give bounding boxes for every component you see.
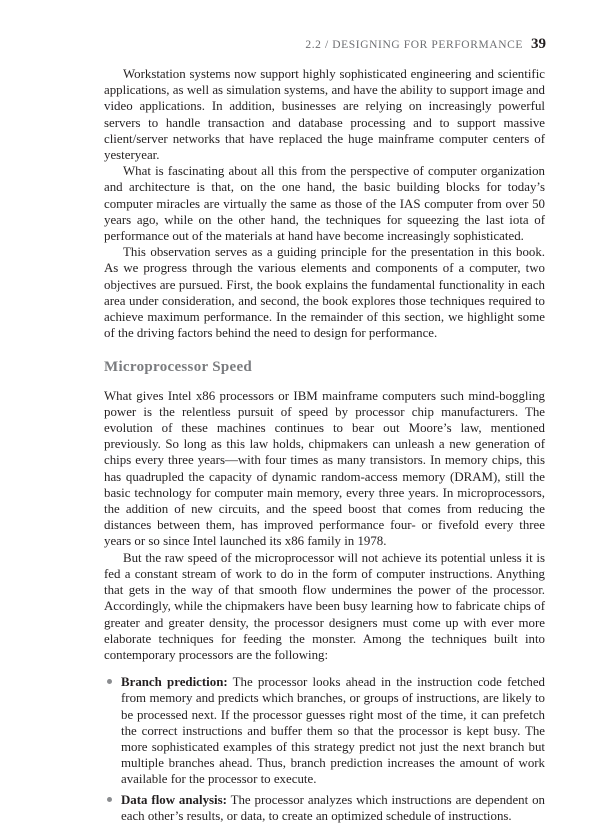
section-heading: Microprocessor Speed [104,359,253,376]
paragraph: What gives Intel x86 processors or IBM mainframe computers such mind-boggling power is the relentless pursuit of speed by processor chip manufacturers. The evolution of these machines continues to bear out Moore’s law, mentioned previously. So long as this law holds, chipmakers can unleash a new generation of chips every three years—with four times as many transistors. In memory chips, this has quadrupled the capacity of dynamic random-access memory (DRAM), still the basic technology for computer main memory, every three years. In microprocessors, the addition of new circuits, and the speed boost that comes from reducing the distances between them, has improved performance four- or fivefold every three years or so since Intel launched its x86 family in 1978. [104,388,545,549]
bullet-list [104,674,545,824]
list-item-text: The processor analyzes which instructions are dependent on each other’s results, or data, to create an optimized schedule of instructions. [121,792,546,823]
list-item-term: Data flow analysis: [121,792,227,807]
paragraph: What is fascinating about all this from the perspective of computer organization and architecture is that, on the one hand, the basic building blocks for today’s computer miracles are virtually the same as those of the IAS computer from over 50 years ago, while on the other hand, the techniques for squeezing the last iota of performance out of the materials at hand have become increasingly sophisticated. [104,164,545,244]
paragraph: But the raw speed of the microprocessor will not achieve its potential unless it is fed a constant stream of work to do in the form of computer instructions. Anything that gets in the way of that smooth flow undermines the power of the processor. Accordingly, while the chipmakers have been busy learning how to fabricate chips of greater and greater density, the processor designers must come up with ever more elaborate techniques for feeding the monster. Among the techniques built into contemporary processors are the following: [104,550,545,662]
bullet-icon [107,679,112,684]
paragraph: Workstation systems now support highly sophisticated engineering and scientific applications, as well as simulation systems, and have the ability to support image and video applications. In addition, businesses are relying on increasingly powerful servers to handle transaction and database processing and to support massive client/server networks that have replaced the huge mainframe computer centers of yesteryear. [104,67,545,163]
running-header [305,36,546,53]
page-number: 39 [531,36,546,52]
list-item [104,674,545,787]
paragraph: This observation serves as a guiding principle for the presentation in this book. As we progress through the various elements and components of a computer, two objectives are pursued. First, the book explains the fundamental functionality in each area under consideration, and second, the book explores those techniques required to achieve maximum performance. In the remainder of this section, we highlight some of the driving factors behind the need to design for performance. [104,245,545,341]
list-item-text: The processor looks ahead in the instruction code fetched from memory and predicts which branches, or groups of instructions, are likely to be processed next. If the processor guesses right most of the time, it can prefetch the correct instructions and buffer them so that the processor is kept busy. The more sophisticated examples of this strategy predict not just the next branch but multiple branches ahead. Thus, branch prediction increases the amount of work available for the processor to execute. [121,675,546,787]
bullet-icon [107,797,112,802]
running-title: 2.2 / DESIGNING FOR PERFORMANCE [305,39,523,51]
body-text [104,66,545,828]
list-item [104,792,545,824]
list-item-term: Branch prediction: [121,675,228,690]
